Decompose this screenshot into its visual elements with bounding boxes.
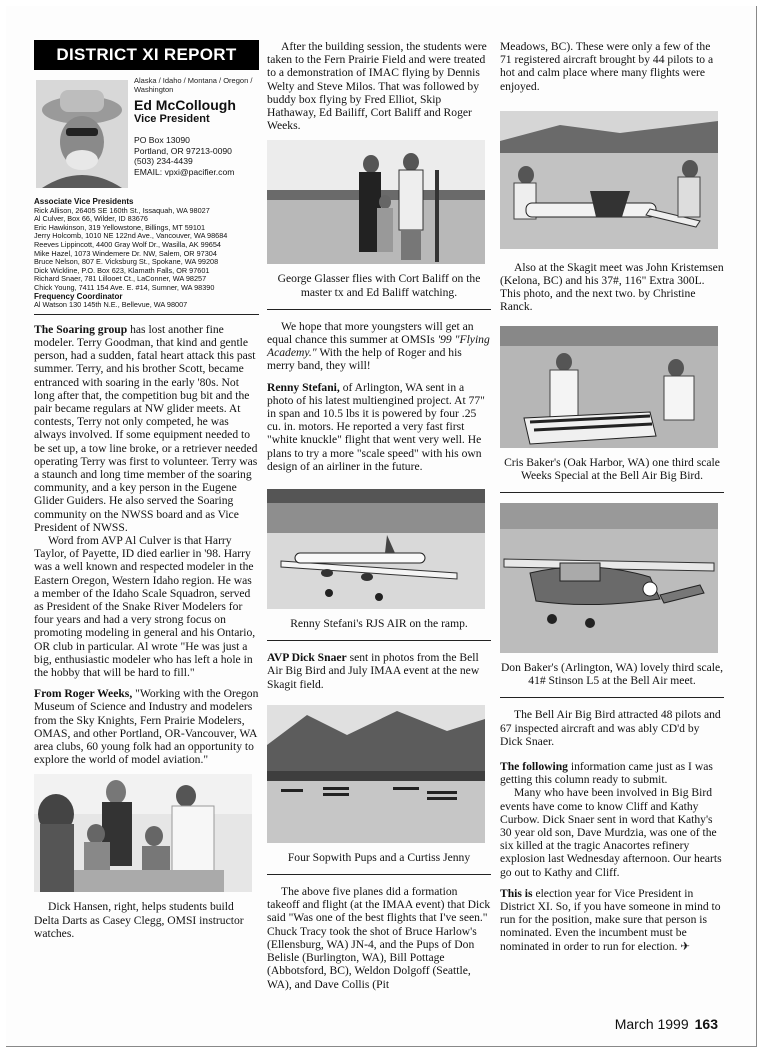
associate-entry: Eric Hawkinson, 319 Yellowstone, Billings, MT 59101 <box>34 222 206 232</box>
divider <box>34 314 259 315</box>
article-paragraph: After the building session, the students were taken to the Fern Prairie Field and were treated to a demonstration of IMAC flying by Dennis Welty and Steve Milos. That was followed by buddy box flying by Fred Elliot, Skip Hathaway, Ed Bailiff, Cort Baliff and Roger Weeks. <box>267 40 487 133</box>
column-3 <box>500 40 724 953</box>
paragraph-text: "Working with the Oregon Museum of Science and Industry and modelers from the Sky Knights, Fern Prairie Modelers, OMAS, and other Portland, OR-Vancouver, WA area clubs, 60 young folk had an opportunity to explore the world of model aviation." <box>34 687 259 767</box>
article-paragraph: The above five planes did a formation takeoff and flight (at the IMAA event) that Dick said "Was one of the best flights that I've seen." Chuck Tracy took the shot of Bruce Harlow's (Ellensburg, WA) JN-4, and the Pups of Don Belisle (Burlington, WA), Bill Pottage (Abbotsford, BC), Weldon Dolgoff (Seattle, WA), and Dave Collis (Pit <box>267 885 491 991</box>
issue-date: March 1999 <box>614 1016 689 1032</box>
email-address[interactable]: EMAIL: vpxi@pacifier.com <box>134 166 235 177</box>
article-paragraph: Many who have been involved in Big Bird events have come to know Cliff and Kathy Curbow. Dick Snaer sent in word that Kathy's 30 year old son, Dave Murdzia, was one of the six killed at the tragic Anacortes refinery explosion last Wednesday afternoon. Our hearts go out to Kathy and Cliff. <box>500 786 722 879</box>
vp-title: Vice President <box>134 113 210 125</box>
article-paragraph: Word from AVP Al Culver is that Harry Taylor, of Payette, ID died earlier in '98. Harry was a well known and respected modeler in the Eastern Oregon, Western Idaho region. He was a member of the Idaho Scale Squadron, served as President of the Snake River Modelers for four years and had a very strong focus on promoting modeling in general and his Ontario, OR club in particular. Al wrote "He was just a big, enthusiastic modeler who has left a hole in the hobby that will be hard to fill." <box>34 533 256 679</box>
photo-caption: Dick Hansen, right, helps students build Delta Darts as Casey Clegg, OMSI instructor watches. <box>34 900 244 940</box>
article-paragraph <box>500 887 724 953</box>
vp-portrait-photo <box>36 80 128 188</box>
photo-weeks-special <box>500 326 718 448</box>
frequency-coordinator: Al Watson 130 145th N.E., Bellevue, WA 98007 <box>34 300 188 310</box>
associate-entry: Bruce Nelson, 807 E. Vicksburg St., Spokane, WA 99208 <box>34 257 219 267</box>
photo-sopwith-pups <box>267 705 485 843</box>
frequency-heading: Frequency Coordinator <box>34 291 123 301</box>
address-line: PO Box 13090 <box>134 135 190 145</box>
photo-buddy-box <box>267 140 485 264</box>
article-paragraph: The Bell Air Big Bird attracted 48 pilots and 67 inspected aircraft and was ably CD'd by Dick Snaer. <box>500 708 721 748</box>
section-title: DISTRICT XI REPORT <box>34 40 259 70</box>
photo-stinson-l5 <box>500 503 718 653</box>
associate-entry: Al Culver, Box 66, Wilder, ID 83676 <box>34 214 148 224</box>
lead-in: Renny Stefani, <box>267 380 340 394</box>
photo-extra-300l <box>500 111 718 249</box>
article-paragraph <box>34 687 259 766</box>
associate-entry: Rick Allison, 26405 SE 160th St., Issaquah, WA 98027 <box>34 205 210 215</box>
article-paragraph <box>267 651 491 691</box>
vp-name: Ed McCollough <box>134 97 236 113</box>
divider <box>267 640 491 641</box>
lead-in: The Soaring group <box>34 322 128 336</box>
associate-entry: Dick Wickline, P.O. Box 623, Klamath Falls, OR 97601 <box>34 265 210 275</box>
article-paragraph <box>267 381 491 473</box>
page-number: 163 <box>694 1016 718 1032</box>
associate-vp-list <box>34 198 259 310</box>
vp-details <box>134 76 259 177</box>
phone-number: (503) 234-4439 <box>134 156 193 166</box>
photo-caption: Four Sopwith Pups and a Curtiss Jenny <box>287 850 471 864</box>
vp-address <box>134 135 259 177</box>
associate-entry: Mike Hazel, 1073 Windemere Dr. NW, Salem, OR 97304 <box>34 248 217 258</box>
lead-in: This is <box>500 886 533 900</box>
address-line: Portland, OR 97213-0090 <box>134 145 232 156</box>
article-paragraph <box>267 320 491 373</box>
vp-contact-block <box>34 76 259 196</box>
photo-rjs-air <box>267 489 485 609</box>
associate-heading: Associate Vice Presidents <box>34 197 134 206</box>
paragraph-text: has lost another fine modeler. Terry Goodman, that kind and gentle person, had a sudden, fatal heart attack this past summer. Terry, and his brother Scott, became entranced with soaring in the early '80s. Not long after that, the competition bug bit and the pair became regulars at NW glider meets. At contests, Terry not only competed, he was always involved. If some equipment needed to be set up, a tow line broke, or a retriever needed operating Terry was first to volunteer. Terry was a staunch and long time member of the soaring community, and a key person in the Eugene Glider Guiders. He also served the Soaring community on the NWSS board and as Vice President of NWSS. <box>34 322 258 534</box>
paragraph-text: With the help of Roger and his merry band, they will! <box>267 346 462 373</box>
lead-in: AVP Dick Snaer <box>267 651 347 665</box>
page-footer <box>615 1016 718 1032</box>
photo-caption: Cris Baker's (Oak Harbor, WA) one third scale Weeks Special at the Bell Air Big Bird. <box>504 455 720 482</box>
photo-caption: George Glasser flies with Cort Baliff on the master tx and Ed Baliff watching. <box>277 272 481 299</box>
lead-in: The following <box>500 760 568 774</box>
divider <box>267 874 491 875</box>
paragraph-text: information came just as I was getting this column ready to submit. <box>500 760 713 787</box>
column-1 <box>34 40 259 940</box>
associate-entry: Chick Young, 7411 154 Ave. E. #14, Sumner, WA 98390 <box>34 282 215 292</box>
article-paragraph <box>34 323 259 534</box>
end-mark-icon: ✈ <box>680 939 691 953</box>
divider <box>500 697 724 698</box>
lead-in: From Roger Weeks, <box>34 687 133 701</box>
photo-caption: Don Baker's (Arlington, WA) lovely third scale, 41# Stinson L5 at the Bell Air meet. <box>500 661 724 688</box>
district-regions: Alaska / Idaho / Montana / Oregon / Washington <box>134 76 253 94</box>
paragraph-text: of Arlington, WA sent in a photo of his latest multiengined project. At 77" in span and 10.5 lbs it is powered by four .25 cu. in. motors. He reported a very fast first "white knuckle" flight that went very well. He plans to try a more "scale speed" with his own design of an airliner in the future. <box>267 380 485 473</box>
article-paragraph <box>500 760 724 786</box>
italic-title: '99 "Flying Academy." <box>267 333 490 360</box>
associate-entry: Reeves Lippincott, 4400 Gray Wolf Dr., Wasilla, AK 99654 <box>34 239 221 249</box>
paragraph-text: election year for Vice President in District XI. So, if you have someone in mind to run for the position, make sure that person is nominated. Even the incumbent must be nominated in order to run for election. <box>500 886 721 953</box>
magazine-page <box>6 6 757 1047</box>
photo-students-building <box>34 774 252 892</box>
divider <box>500 492 724 493</box>
article-paragraph: Also at the Skagit meet was John Kristemsen (Kelona, BC) and his 37#, 116" Extra 300L. This photo, and the next two. by Christine Ranck. <box>500 260 724 314</box>
column-2 <box>267 40 491 991</box>
article-paragraph: Meadows, BC). These were only a few of the 71 registered aircraft brought by 44 pilots to a hot and calm place where many flights were enjoyed. <box>500 40 714 93</box>
associate-entry: Richard Snaer, 781 Lillooet Ct., LaConner, WA 98257 <box>34 274 207 284</box>
paragraph-text: sent in photos from the Bell Air Big Bird and July IMAA event at the new Skagit field. <box>267 651 480 691</box>
associate-entry: Jerry Holcomb, 1010 NE 122nd Ave., Vancouver, WA 98684 <box>34 231 228 241</box>
photo-caption: Renny Stefani's RJS AIR on the ramp. <box>290 617 468 631</box>
paragraph-text: We hope that more youngsters will get an equal chance this summer at OMSIs <box>267 319 474 347</box>
divider <box>267 309 491 310</box>
